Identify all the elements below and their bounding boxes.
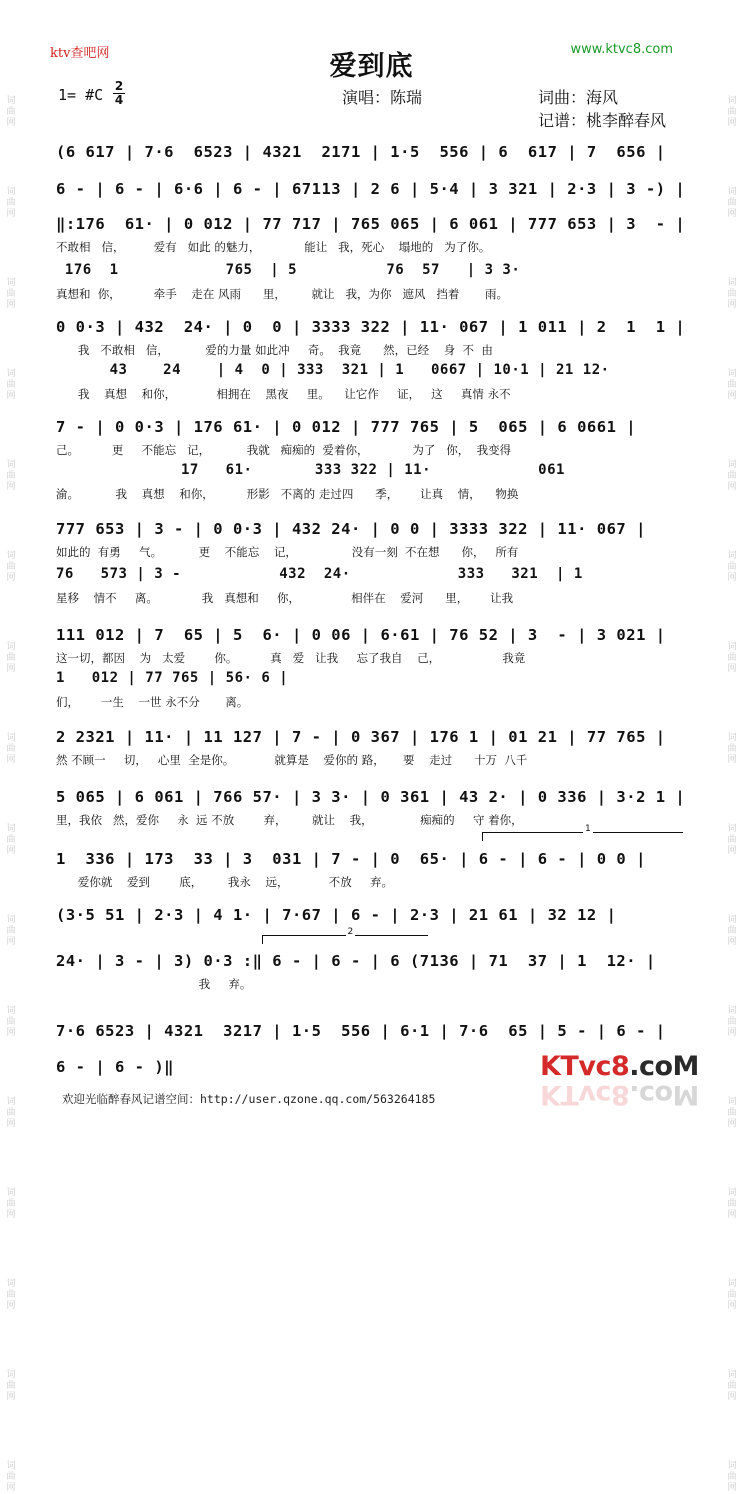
watermark-block xyxy=(727,733,736,766)
left-watermark xyxy=(4,0,18,1493)
watermark-char: 词 xyxy=(6,915,16,925)
composer-credit: 词曲：海风 xyxy=(538,88,619,107)
watermark-char: 词 xyxy=(727,96,737,106)
watermark-char: 网 xyxy=(6,118,16,128)
watermark-char: 曲 xyxy=(727,107,737,117)
meter-bottom: 4 xyxy=(114,93,124,107)
watermark-char: 曲 xyxy=(6,380,16,390)
watermark-block xyxy=(6,187,15,220)
watermark-char: 网 xyxy=(6,664,16,674)
volta-bracket-1 xyxy=(482,824,683,841)
watermark-block xyxy=(6,460,15,493)
watermark-block xyxy=(727,551,736,584)
watermark-char: 曲 xyxy=(6,653,16,663)
watermark-char: 词 xyxy=(6,187,16,197)
watermark-block xyxy=(727,1461,736,1494)
notation-row: 176 1 765 | 5 76 57 | 3 3· xyxy=(56,262,521,278)
watermark-char: 曲 xyxy=(6,926,16,936)
watermark-char: 网 xyxy=(6,755,16,765)
watermark-char: 网 xyxy=(727,1392,737,1402)
volta-label-1: 1 xyxy=(585,824,591,834)
watermark-block xyxy=(6,369,15,402)
watermark-block xyxy=(6,1461,15,1494)
lyric-line: 不敢相 信， 爱有 如此 的魅力， 能让 我，死心 塌地的 为了你。 xyxy=(56,240,491,254)
watermark-char: 网 xyxy=(6,300,16,310)
watermark-char: 网 xyxy=(727,937,737,947)
site-url-right: www.ktvc8.com xyxy=(570,42,673,57)
logo-reflection xyxy=(540,1079,699,1110)
watermark-block xyxy=(727,1279,736,1312)
notation-row: 6 - | 6 - | 6·6 | 6 - | 67113 | 2 6 | 5·4 | 3 321 | 2·3 | 3 -) | xyxy=(56,180,686,198)
watermark-char: 网 xyxy=(727,209,737,219)
watermark-block xyxy=(6,733,15,766)
lyric-line: 渝。 我 真想 和你， 形影 不离的 走过四 季， 让真 情， 物换 xyxy=(56,487,519,501)
watermark-char: 词 xyxy=(727,460,737,470)
watermark-char: 词 xyxy=(6,96,16,106)
transcriber-credit: 记谱：桃李醉春风 xyxy=(538,111,667,130)
lyric-line: 星移 情不 离。 我 真想和 你， 相伴在 爱河 里， 让我 xyxy=(56,591,514,605)
watermark-block xyxy=(6,1188,15,1221)
watermark-char: 曲 xyxy=(727,1017,737,1027)
watermark-char: 词 xyxy=(727,1097,737,1107)
watermark-char: 曲 xyxy=(6,198,16,208)
watermark-block xyxy=(6,1279,15,1312)
volta-label-2: 2 xyxy=(347,927,354,937)
watermark-char: 曲 xyxy=(727,1199,737,1209)
watermark-block xyxy=(6,824,15,857)
lyric-line: 们， 一生 一世 永不分 离。 xyxy=(56,695,249,709)
watermark-block xyxy=(6,1370,15,1403)
watermark-char: 曲 xyxy=(6,1017,16,1027)
watermark-block xyxy=(727,1188,736,1221)
watermark-char: 曲 xyxy=(6,1290,16,1300)
watermark-char: 词 xyxy=(727,551,737,561)
watermark-char: 曲 xyxy=(6,1199,16,1209)
watermark-block xyxy=(6,278,15,311)
notation-row: 7 - | 0 0·3 | 176 61· | 0 012 | 777 765 | 5 065 | 6 0661 | xyxy=(56,418,637,436)
singer-credit: 演唱：陈瑞 xyxy=(342,88,423,107)
watermark-char: 词 xyxy=(727,369,737,379)
watermark-char: 曲 xyxy=(6,471,16,481)
watermark-char: 词 xyxy=(727,733,737,743)
watermark-char: 网 xyxy=(727,846,737,856)
watermark-block xyxy=(727,1370,736,1403)
watermark-char: 曲 xyxy=(727,926,737,936)
notation-row: 0 0·3 | 432 24· | 0 0 | 3333 322 | 11· 067 | 1 011 | 2 1 1 | xyxy=(56,318,686,336)
watermark-char: 曲 xyxy=(6,289,16,299)
time-signature xyxy=(112,80,126,107)
logo-reflection-tail: coM xyxy=(639,1079,699,1110)
watermark-char: 网 xyxy=(727,1301,737,1311)
watermark-block xyxy=(6,551,15,584)
watermark-char: 曲 xyxy=(727,562,737,572)
notation-row: 6 - | 6 - )‖ xyxy=(56,1058,174,1076)
notation-row: 76 573 | 3 - 432 24· 333 321 | 1 xyxy=(56,566,583,582)
watermark-char: 网 xyxy=(6,1301,16,1311)
watermark-char: 网 xyxy=(727,1483,737,1493)
meter-top: 2 xyxy=(114,79,124,93)
notation-row: (3·5 51 | 2·3 | 4 1· | 7·67 | 6 - | 2·3 | 21 61 | 32 12 | xyxy=(56,906,617,924)
watermark-char: 网 xyxy=(6,209,16,219)
watermark-block xyxy=(6,1097,15,1130)
watermark-char: 曲 xyxy=(727,1472,737,1482)
watermark-char: 网 xyxy=(727,391,737,401)
watermark-char: 词 xyxy=(6,1279,16,1289)
watermark-char: 词 xyxy=(727,1461,737,1471)
watermark-block xyxy=(727,1006,736,1039)
watermark-block xyxy=(727,278,736,311)
watermark-char: 曲 xyxy=(727,1381,737,1391)
watermark-char: 网 xyxy=(727,1210,737,1220)
lyric-line: 然 不顾一 切， 心里 全是你。 就算是 爱你的 路， 要 走过 十万 八千 xyxy=(56,753,528,767)
watermark-char: 词 xyxy=(6,1006,16,1016)
watermark-char: 曲 xyxy=(6,835,16,845)
watermark-block xyxy=(727,642,736,675)
watermark-block xyxy=(727,915,736,948)
watermark-char: 词 xyxy=(6,824,16,834)
lyric-line: 这一切，都因 为 太爱 你。 真 爱 让我 忘了我自 己， 我竟 xyxy=(56,651,526,665)
notation-row: 777 653 | 3 - | 0 0·3 | 432 24· | 0 0 | 3333 322 | 11· 067 | xyxy=(56,520,646,538)
lyric-line: 真想和 你， 牵手 走在 风雨 里， 就让 我，为你 遮风 挡着 雨。 xyxy=(56,287,508,301)
notation-row: ‖:176 61· | 0 012 | 77 717 | 765 065 | 6 061 | 777 653 | 3 - | xyxy=(56,215,686,233)
watermark-block xyxy=(727,96,736,129)
notation-row: 7·6 6523 | 4321 3217 | 1·5 556 | 6·1 | 7·6 65 | 5 - | 6 - | xyxy=(56,1022,666,1040)
watermark-char: 曲 xyxy=(727,380,737,390)
watermark-char: 网 xyxy=(727,300,737,310)
notation-row: (6 617 | 7·6 6523 | 4321 2171 | 1·5 556 | 6 617 | 7 656 | xyxy=(56,143,666,161)
notation-row: 111 012 | 7 65 | 5 6· | 0 06 | 6·61 | 76 52 | 3 - | 3 021 | xyxy=(56,626,666,644)
logo-text-main: KTvc8 xyxy=(540,1051,630,1082)
watermark-char: 词 xyxy=(727,1188,737,1198)
watermark-char: 词 xyxy=(727,1279,737,1289)
notation-row: 5 065 | 6 061 | 766 57· | 3 3· | 0 361 | 43 2· | 0 336 | 3·2 1 | xyxy=(56,788,686,806)
notation-row: 1 336 | 173 33 | 3 031 | 7 - | 0 65· | 6 - | 6 - | 0 0 | xyxy=(56,850,646,868)
lyric-line: 己。 更 不能忘 记， 我就 痴痴的 爱着你， 为了 你， 我变得 xyxy=(56,443,512,457)
watermark-char: 词 xyxy=(727,824,737,834)
site-name-left: ktv查吧网 xyxy=(50,46,110,61)
watermark-char: 曲 xyxy=(727,198,737,208)
watermark-char: 曲 xyxy=(727,1108,737,1118)
watermark-char: 曲 xyxy=(727,835,737,845)
ktvc8-logo xyxy=(540,1051,699,1112)
footer-url-text: 欢迎光临醉春风记谱空间：http://user.qzone.qq.com/563264185 xyxy=(62,1092,436,1106)
watermark-char: 词 xyxy=(6,1370,16,1380)
watermark-char: 词 xyxy=(727,915,737,925)
volta-bracket-2 xyxy=(262,927,428,944)
watermark-char: 曲 xyxy=(727,653,737,663)
watermark-char: 曲 xyxy=(6,1472,16,1482)
watermark-block xyxy=(6,96,15,129)
watermark-char: 曲 xyxy=(6,1108,16,1118)
lyric-line: 里，我依 然，爱你 永 远 不放 弃， 就让 我， 痴痴的 守 着你， xyxy=(56,813,523,827)
watermark-char: 网 xyxy=(6,1483,16,1493)
watermark-block xyxy=(6,1006,15,1039)
watermark-char: 词 xyxy=(6,460,16,470)
watermark-char: 网 xyxy=(727,1028,737,1038)
lyric-line: 我 真想 和你， 相拥在 黑夜 里。 让它作 证， 这 真情 永不 xyxy=(56,387,511,401)
watermark-block xyxy=(727,1097,736,1130)
watermark-char: 词 xyxy=(6,278,16,288)
watermark-char: 网 xyxy=(6,1119,16,1129)
watermark-block xyxy=(727,369,736,402)
watermark-char: 网 xyxy=(6,391,16,401)
song-title: 爱到底 xyxy=(329,51,414,82)
notation-row: 1 012 | 77 765 | 56· 6 | xyxy=(56,670,289,686)
watermark-char: 词 xyxy=(6,1461,16,1471)
watermark-char: 词 xyxy=(727,642,737,652)
watermark-char: 词 xyxy=(6,369,16,379)
logo-mark xyxy=(540,1051,699,1082)
lyric-line: 如此的 有勇 气。 更 不能忘 记， 没有一刻 不在想 你， 所有 xyxy=(56,545,519,559)
watermark-char: 曲 xyxy=(6,744,16,754)
watermark-char: 曲 xyxy=(6,562,16,572)
notation-row: 24· | 3 - | 3) 0·3 :‖ 6 - | 6 - | 6 (7136 | 71 37 | 1 12· | xyxy=(56,952,656,970)
watermark-char: 网 xyxy=(6,1210,16,1220)
watermark-char: 曲 xyxy=(727,744,737,754)
watermark-char: 网 xyxy=(727,664,737,674)
watermark-char: 网 xyxy=(727,573,737,583)
notation-row: 43 24 | 4 0 | 333 321 | 1 0667 | 10·1 | 21 12· xyxy=(56,362,610,378)
watermark-char: 词 xyxy=(727,278,737,288)
watermark-char: 曲 xyxy=(727,289,737,299)
watermark-char: 网 xyxy=(6,1028,16,1038)
watermark-char: 网 xyxy=(6,937,16,947)
watermark-char: 词 xyxy=(6,642,16,652)
watermark-char: 网 xyxy=(727,482,737,492)
lyric-line: 爱你就 爱到 底， 我永 远， 不放 弃。 xyxy=(56,875,393,889)
watermark-char: 词 xyxy=(727,187,737,197)
watermark-block xyxy=(727,460,736,493)
watermark-block xyxy=(6,915,15,948)
lyric-line: 我 不敢相 信， 爱的力量 如此冲 奇。 我竟 然，已经 身 不 由 xyxy=(56,343,493,357)
notation-row: 17 61· 333 322 | 11· 061 xyxy=(56,462,565,478)
logo-text-tail: coM xyxy=(639,1051,699,1082)
watermark-char: 曲 xyxy=(6,1381,16,1391)
notation-row: 2 2321 | 11· | 11 127 | 7 - | 0 367 | 176 1 | 01 21 | 77 765 | xyxy=(56,728,666,746)
watermark-char: 网 xyxy=(6,482,16,492)
watermark-char: 词 xyxy=(6,1097,16,1107)
watermark-char: 词 xyxy=(727,1006,737,1016)
watermark-block xyxy=(727,824,736,857)
watermark-char: 曲 xyxy=(6,107,16,117)
watermark-block xyxy=(6,642,15,675)
watermark-char: 曲 xyxy=(727,471,737,481)
key-signature: 1= #C xyxy=(58,86,104,104)
logo-reflection-main: KTvc8 xyxy=(540,1079,630,1110)
logo-reflection-dot: . xyxy=(629,1079,639,1110)
watermark-block xyxy=(727,187,736,220)
watermark-char: 网 xyxy=(727,755,737,765)
logo-text-dot: . xyxy=(629,1051,639,1082)
watermark-char: 网 xyxy=(727,118,737,128)
watermark-char: 网 xyxy=(6,573,16,583)
right-watermark xyxy=(725,0,739,1493)
lyric-line: 我 弃。 xyxy=(56,977,252,991)
watermark-char: 网 xyxy=(6,846,16,856)
watermark-char: 词 xyxy=(6,1188,16,1198)
watermark-char: 曲 xyxy=(727,1290,737,1300)
watermark-char: 词 xyxy=(6,551,16,561)
watermark-char: 词 xyxy=(6,733,16,743)
watermark-char: 网 xyxy=(727,1119,737,1129)
watermark-char: 网 xyxy=(6,1392,16,1402)
watermark-char: 词 xyxy=(727,1370,737,1380)
